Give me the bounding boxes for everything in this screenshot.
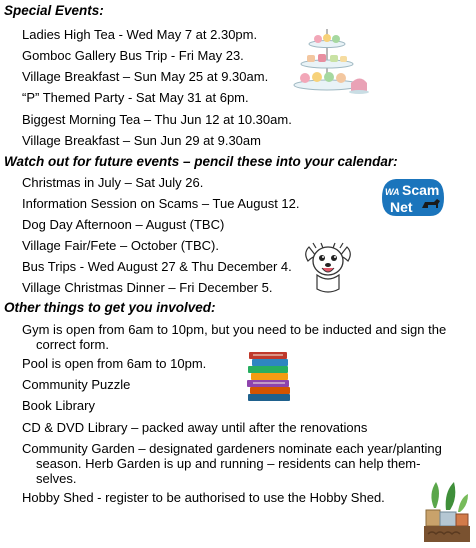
future-bus-trips: Bus Trips - Wed August 27 & Thu December 4. (22, 259, 292, 274)
future-events-heading: Watch out for future events – pencil these into your calendar: (4, 154, 398, 169)
event-biggest-morning-tea: Biggest Morning Tea – Thu Jun 12 at 10.30am. (22, 112, 292, 127)
involved-community-puzzle: Community Puzzle (22, 377, 131, 392)
event-p-themed-party: “P” Themed Party - Sat May 31 at 6pm. (22, 90, 249, 105)
involved-community-garden (22, 441, 452, 486)
scam-logo-wa: WA (385, 187, 400, 197)
involved-gym (22, 322, 452, 352)
event-gallery-bus-trip: Gomboc Gallery Bus Trip - Fri May 23. (22, 48, 244, 63)
herb-garden-icon (422, 478, 472, 544)
involved-pool: Pool is open from 6am to 10pm. (22, 356, 207, 371)
scam-logo-net: Net (390, 199, 413, 215)
future-scam-session: Information Session on Scams – Tue August 12. (22, 196, 300, 211)
event-village-breakfast-jun: Village Breakfast – Sun Jun 29 at 9.30am (22, 133, 261, 148)
involved-book-library: Book Library (22, 398, 95, 413)
event-village-breakfast-may: Village Breakfast – Sun May 25 at 9.30am. (22, 69, 269, 84)
scam-logo-scam: Scam (402, 182, 440, 198)
future-christmas-in-july: Christmas in July – Sat July 26. (22, 175, 204, 190)
special-events-heading: Special Events: (4, 3, 104, 18)
future-village-fair: Village Fair/Fete – October (TBC). (22, 238, 219, 253)
scam-net-logo-badge (380, 176, 446, 218)
garden-line-1: Community Garden – designated gardeners nominate each year/planting (22, 441, 442, 456)
cartoon-dog-icon (303, 237, 353, 295)
garden-line-2: season. Herb Garden is up and running – residents can help them- (36, 456, 421, 471)
gym-line-1: Gym is open from 6am to 10pm, but you need to be inducted and sign the (22, 322, 447, 337)
get-involved-heading: Other things to get you involved: (4, 300, 216, 315)
garden-line-3: selves. (36, 471, 77, 486)
book-stack-icon (245, 348, 293, 403)
scam-net-logo (380, 176, 446, 218)
future-christmas-dinner: Village Christmas Dinner – Fri December 5. (22, 280, 273, 295)
involved-cd-dvd-library: CD & DVD Library – packed away until after the renovations (22, 420, 368, 435)
high-tea-stand-icon (285, 25, 370, 100)
gym-line-2: correct form. (36, 337, 109, 352)
involved-hobby-shed: Hobby Shed - register to be authorised to use the Hobby Shed. (22, 490, 385, 505)
event-ladies-high-tea: Ladies High Tea - Wed May 7 at 2.30pm. (22, 27, 258, 42)
future-dog-day-afternoon: Dog Day Afternoon – August (TBC) (22, 217, 225, 232)
